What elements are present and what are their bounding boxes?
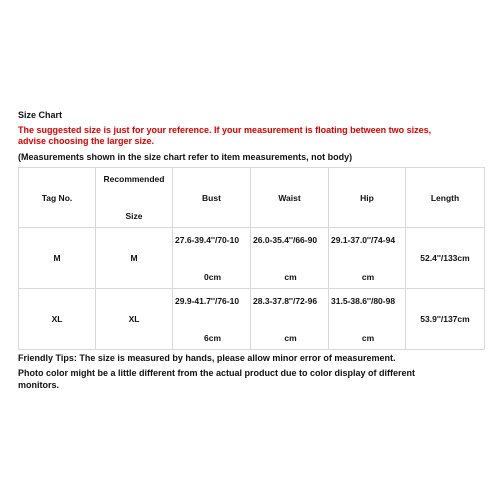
cell-hip-line: cm: [361, 271, 375, 282]
cell-bust: [173, 228, 251, 289]
size-notice-line: advise choosing the larger size.: [18, 136, 155, 146]
cell-tag: M: [19, 228, 96, 289]
header-recommended-line: Recommended: [103, 174, 165, 184]
table-row: [19, 228, 485, 289]
header-tag-no: Tag No.: [19, 168, 96, 228]
friendly-tips: [18, 352, 488, 391]
header-length: Length: [406, 168, 485, 228]
cell-length: 52.4''/133cm: [406, 228, 485, 289]
measurement-note: (Measurements shown in the size chart refer to item measurements, not body): [18, 152, 353, 162]
cell-hip-line: 31.5-38.6''/80-98: [331, 295, 396, 306]
cell-bust-line: 6cm: [203, 332, 221, 343]
tips-line: monitors.: [18, 380, 60, 390]
cell-bust-line: 29.9-41.7''/76-10: [175, 295, 240, 306]
cell-waist: [251, 228, 329, 289]
cell-hip-line: cm: [361, 332, 375, 343]
header-hip: Hip: [329, 168, 406, 228]
tips-line: Photo color might be a little different from the actual product due to color display of different: [18, 368, 416, 378]
cell-waist-line: 26.0-35.4''/66-90: [253, 234, 318, 245]
table-row: [19, 289, 485, 350]
size-notice: [18, 125, 488, 147]
tips-line: Friendly Tips: The size is measured by hands, please allow minor error of measurement.: [18, 353, 396, 363]
cell-waist-line: cm: [284, 332, 297, 343]
table-header-row: [19, 168, 485, 228]
header-waist: Waist: [251, 168, 329, 228]
cell-recommended: M: [96, 228, 173, 289]
size-notice-line: The suggested size is just for your reference. If your measurement is floating between two sizes,: [18, 125, 432, 135]
cell-tag: XL: [19, 289, 96, 350]
cell-recommended: XL: [96, 289, 173, 350]
cell-hip-line: 29.1-37.0''/74-94: [331, 234, 396, 245]
cell-bust: [173, 289, 251, 350]
cell-bust-line: 27.6-39.4''/70-10: [175, 234, 240, 245]
cell-bust-line: 0cm: [203, 271, 221, 282]
cell-length: 53.9''/137cm: [406, 289, 485, 350]
cell-waist-line: cm: [284, 271, 297, 282]
cell-waist: [251, 289, 329, 350]
cell-waist-line: 28.3-37.8''/72-96: [253, 295, 318, 306]
size-chart-title: Size Chart: [18, 110, 63, 120]
header-bust: Bust: [173, 168, 251, 228]
size-table: [18, 167, 485, 350]
cell-hip: [329, 228, 406, 289]
header-recommended-line: Size: [125, 211, 143, 221]
header-recommended-size: [96, 168, 173, 228]
cell-hip: [329, 289, 406, 350]
